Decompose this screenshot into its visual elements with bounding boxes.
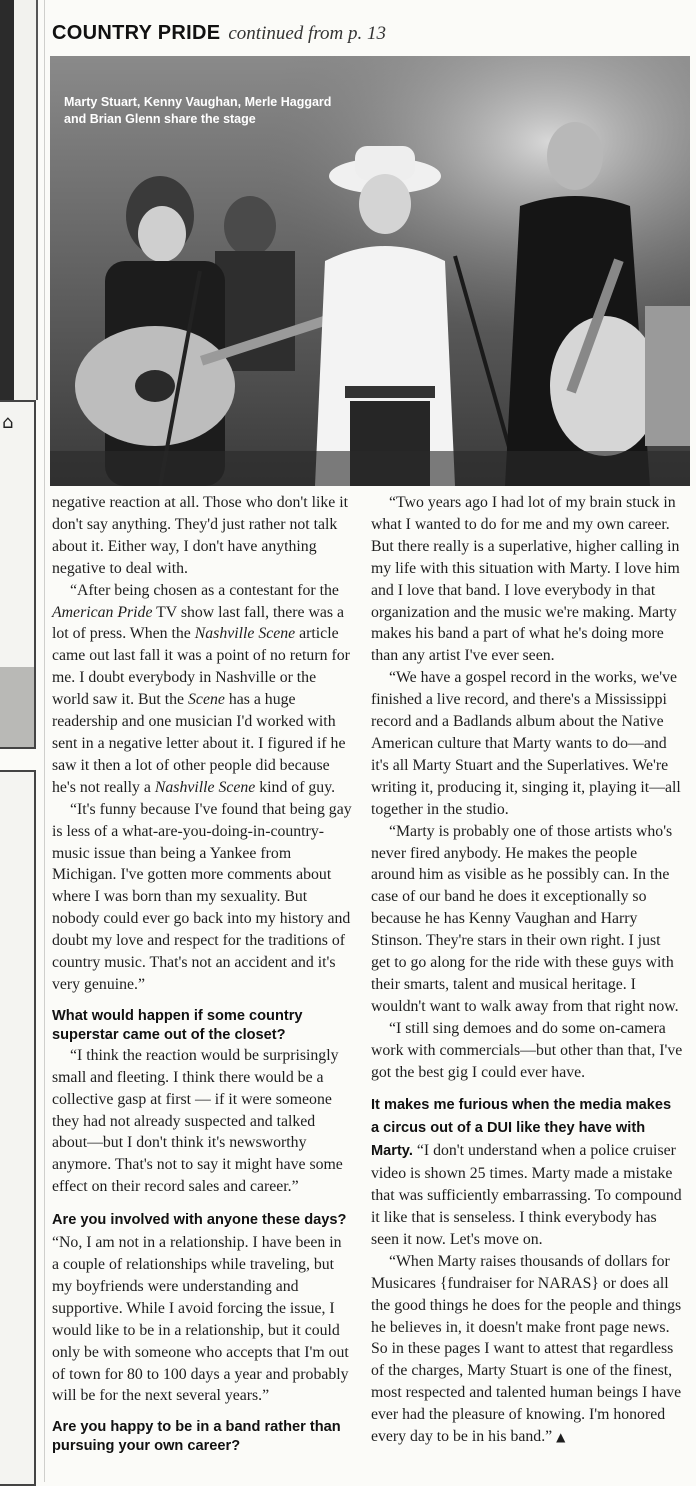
question-paragraph: Are you involved with anyone these days? “No, I am not in a relationship. I have been in a couple of relationships while traveling, but my boyfriends were understanding and supportive. While I avoid forcing the issue, I would like to be in a relationship, but it could only be with someone who accepts that I'm out of town for 80 to 100 days a year and probably will be for the next several years.” — [52, 1212, 349, 1405]
section-kicker: COUNTRY PRIDE — [52, 22, 221, 44]
adjacent-page-edge — [0, 0, 14, 400]
stage-photo — [50, 56, 690, 486]
photo-caption — [64, 94, 424, 128]
caption-line-1: Marty Stuart, Kenny Vaughan, Merle Haggard — [64, 95, 332, 109]
paragraph: “Marty is probably one of those artists who's never fired anybody. He makes the people around him as visible as he possibly can. In the case of our band he does it exceptionally so because he has Kenny Vaughan and Harry Stinson. They're stars in their own right. I just get to go along for the ride with these guys with their smarts, talent and musical heritage. I wouldn't want to walk away from that right now. — [371, 822, 679, 1015]
caption-line-2: and Brian Glenn share the stage — [64, 112, 256, 126]
adjacent-page-strip — [14, 0, 38, 400]
question-paragraph: It makes me furious when the media makes a circus out of a DUI like they have with Marty. “I don't understand when a police cruiser video is shown 25 times. Marty made a mistake that was sufficiently embarrassing. To compound it like that is senseless. I think everybody has seen it now. Let's move on. — [371, 1097, 682, 1248]
paragraph: “I still sing demoes and do some on-camera work with commercials—but other than that, I've got the best gig I could ever have. — [371, 1019, 683, 1081]
publication-title: Nashville Scene — [154, 778, 256, 796]
paragraph: “It's funny because I've found that being gay is less of a what-are-you-doing-in-country-music issue than being a Yankee from Michigan. I've gotten more comments about where I was born than my sexuality. But nobody could ever go back into my history and doubt my love and respect for the traditions of country music. That's not an accident and it's very genuine.” — [52, 800, 352, 993]
article-header — [52, 22, 386, 45]
adjacent-page-box — [0, 400, 36, 749]
end-of-article-icon: ▲ — [556, 1430, 566, 1445]
paragraph: “When Marty raises thousands of dollars for Musicares {fundraiser for NARAS} or does all the good things he does for the people and things he believes in, it doesn't make front page news. So in these pages I want to attest that regardless of the charges, Marty Stuart is one of the finest, most respected and talented human beings I have ever had the pleasure of knowing. I'm honored every day to be in his band.” ▲ — [371, 1252, 682, 1446]
question-heading: What would happen if some country superstar came out of the closet? — [52, 1007, 303, 1043]
page-rule — [44, 0, 45, 1482]
question-heading: It makes me furious when the media makes a circus out of a DUI like they have with Marty. — [371, 1097, 672, 1160]
adjacent-page-box-lower — [0, 770, 36, 1486]
publication-title: Nashville Scene — [194, 625, 296, 643]
question-heading: Are you happy to be in a band rather than pursuing your own career? — [52, 1419, 341, 1455]
paragraph: “We have a gospel record in the works, we've finished a live record, and there's a Mississippi record and a Badlands album about the Native American culture that Marty wants to do—and it's all Marty Stuart and the Superlatives. We're writing it, producing it, singing it, playing it—all together in the studio. — [371, 669, 681, 818]
paragraph: “Two years ago I had lot of my brain stuck in what I wanted to do for me and my own career. But there really is a superlative, higher calling in my life with this situation with Marty. I love him and I love that band. I love everybody in that organization and the music we're making. Marty makes his band a part of what he's doing more than any artist I've ever seen. — [371, 494, 680, 665]
paragraph: “I think the reaction would be surprisingly small and fleeting. I think there would be a collective gasp at first — if it were someone they had not already suspected and talked about—but I don't think it's newsworthy anymore. That's not to say it might have some effect on their record sales and career.” — [52, 1046, 343, 1196]
question-heading: Are you involved with anyone these days? — [52, 1212, 347, 1229]
article-column-left — [52, 492, 352, 1456]
house-icon: ⌂ — [2, 412, 14, 433]
publication-title: Scene — [188, 691, 225, 709]
paragraph: “After being chosen as a contestant for the American Pride TV show last fall, there was a lot of press. When the Nashville Scene article came out last fall it was a point of no return for me. I doubt everybody in Nashville or the world saw it. But the Scene has a huge readership and one musician I'd worked with sent in a negative letter about it. I figured if he saw it then a lot of other people did because he's not really a Nashville Scene kind of guy. — [52, 581, 350, 796]
continued-note: continued from p. 13 — [228, 23, 386, 44]
show-title: American Pride — [52, 603, 153, 621]
article-column-right — [371, 492, 683, 1449]
paragraph: negative reaction at all. Those who don't like it don't say anything. They'd just rather not talk about it. Either way, I don't have anything negative to deal with. — [52, 494, 349, 577]
